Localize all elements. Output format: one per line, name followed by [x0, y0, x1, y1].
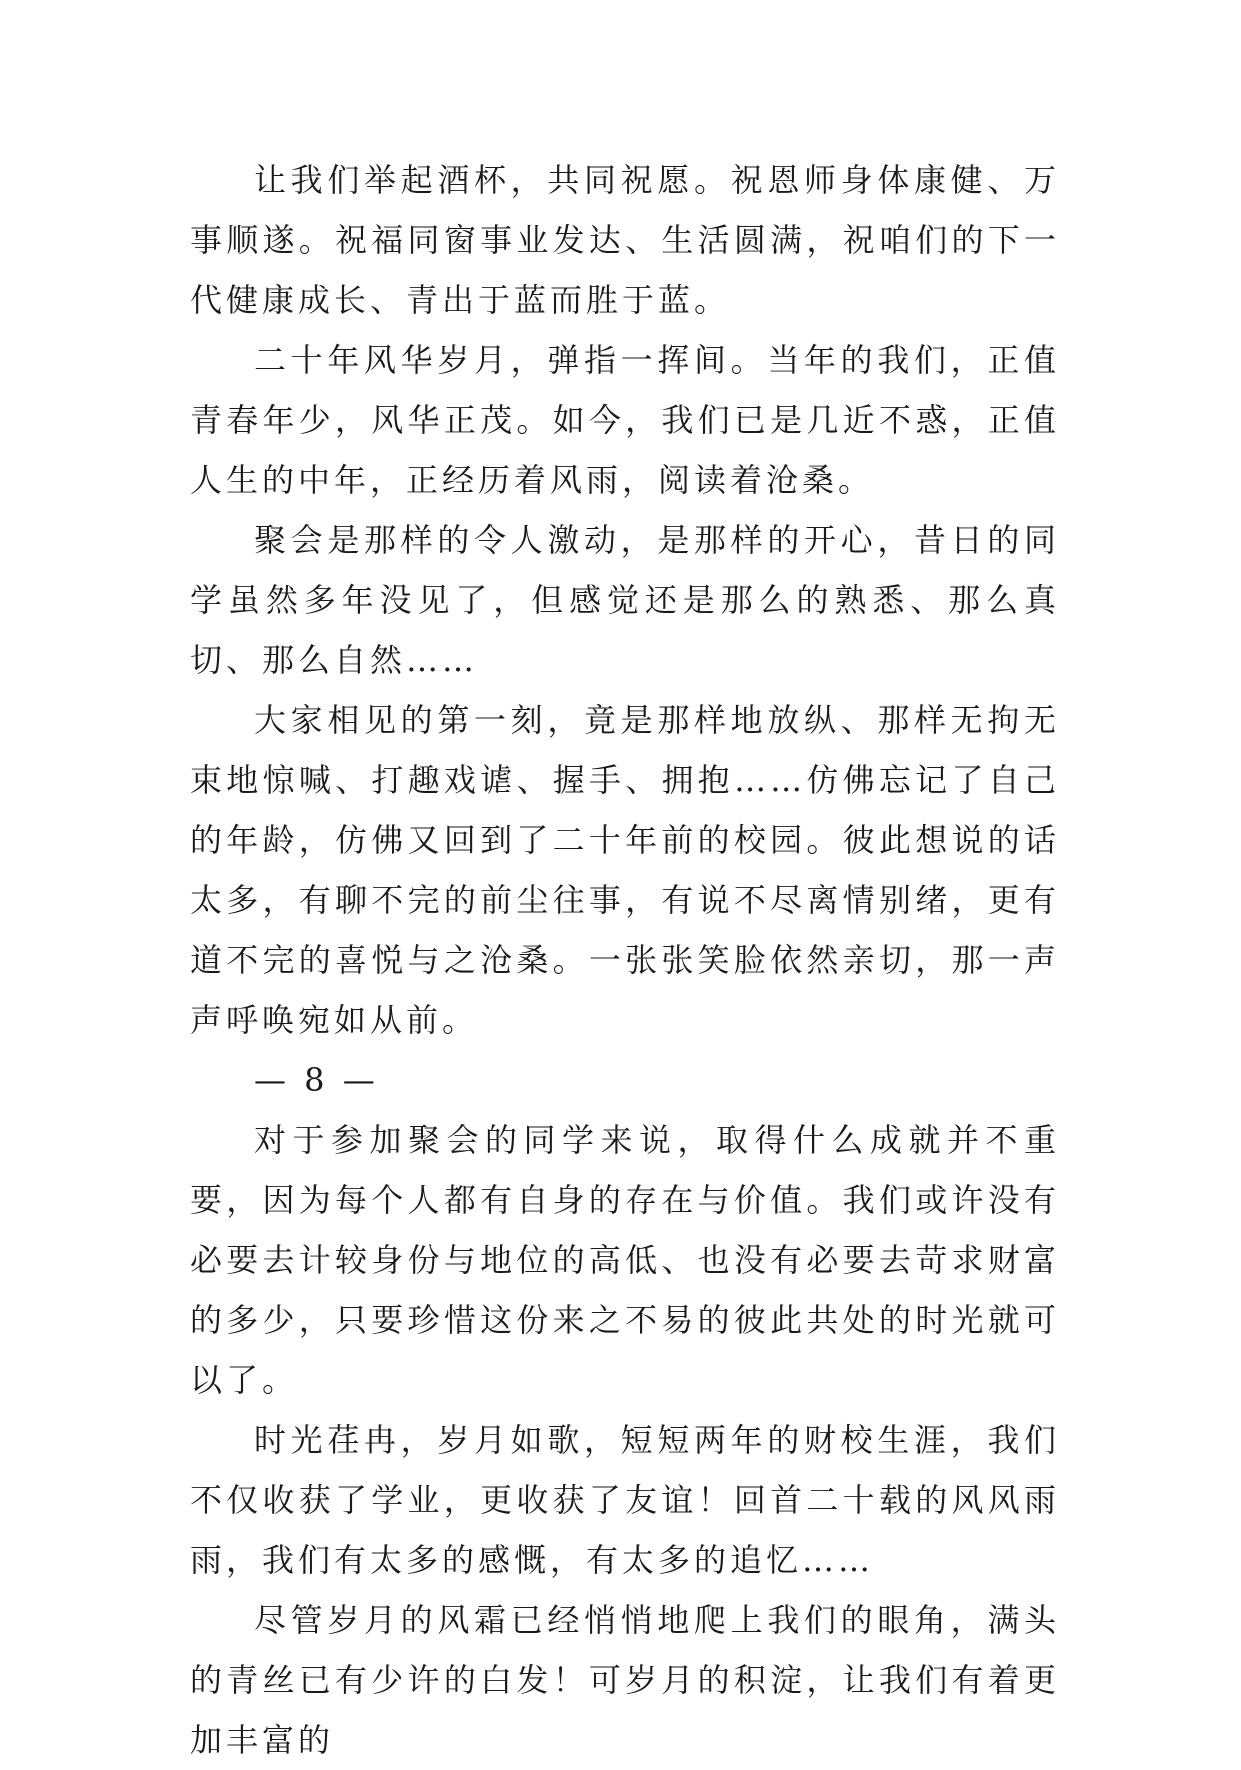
paragraph-achievement: 对于参加聚会的同学来说，取得什么成就并不重要，因为每个人都有自身的存在与价值。我们或许没有必要去计较身份与地位的高低、也没有必要去苛求财富的多少，只要珍惜这份来之不易的彼此共处的时光就可以了。	[190, 1121, 1060, 1399]
document-body	[190, 150, 1060, 1770]
paragraph-reunion-excitement: 聚会是那样的令人激动，是那样的开心，昔日的同学虽然多年没见了，但感觉还是那么的熟悉、那么真切、那么自然……	[190, 521, 1060, 679]
paragraph-toast: 让我们举起酒杯，共同祝愿。祝恩师身体康健、万事顺遂。祝福同窗事业发达、生活圆满，祝咱们的下一代健康成长、青出于蓝而胜于蓝。	[190, 161, 1060, 319]
paragraph-despite-years: 尽管岁月的风霜已经悄悄地爬上我们的眼角，满头的青丝已有少许的白发！可岁月的积淀，让我们有着更加丰富的	[190, 1601, 1060, 1759]
paragraph-first-meeting: 大家相见的第一刻，竟是那样地放纵、那样无拘无束地惊喊、打趣戏谑、握手、拥抱……仿佛忘记了自己的年龄，仿佛又回到了二十年前的校园。彼此想说的话太多，有聊不完的前尘往事，有说不尽离情别绪，更有道不完的喜悦与之沧桑。一张张笑脸依然亲切，那一声声呼唤宛如从前。	[190, 701, 1060, 1039]
page-number: — 8 —	[254, 1061, 379, 1099]
paragraph-twenty-years: 二十年风华岁月，弹指一挥间。当年的我们，正值青春年少，风华正茂。如今，我们已是几近不惑，正值人生的中年，正经历着风雨，阅读着沧桑。	[190, 341, 1060, 499]
paragraph-time-flies: 时光荏冉，岁月如歌，短短两年的财校生涯，我们不仅收获了学业，更收获了友谊！回首二十载的风风雨雨，我们有太多的感慨，有太多的追忆……	[190, 1421, 1060, 1579]
